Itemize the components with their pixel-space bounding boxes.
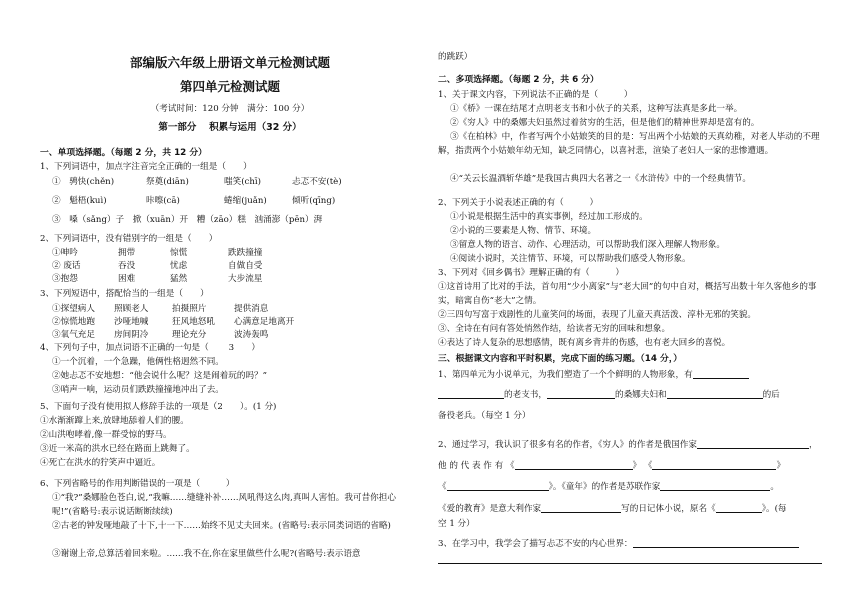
mc1-option-a: ①《桥》一课在结尾才点明老支书和小伙子的关系，这种写法真是多此一举。 — [450, 104, 743, 114]
q2-option-a: ①呻吟 拥带 惊慌 跌跌撞撞 — [52, 248, 263, 258]
q1-option-c: ③ 嗓（sǎng）子 掀（xuān）开 糟（zāo）糕 汹涌澎（pēn）湃 — [52, 215, 323, 225]
mc3-option-c: ③、全诗在有问有答处悄然作结，给读者无穷的回味和想象。 — [438, 324, 671, 334]
fill-question-3: 3、在学习中，我学会了描写忐忑不安的内心世界： — [438, 537, 826, 551]
fill-blank[interactable] — [693, 368, 749, 379]
fill-blank[interactable] — [716, 502, 762, 513]
fill-blank[interactable] — [660, 480, 770, 491]
q5-option-c: ③近一米高的洪水已经在路面上跳舞了。 — [40, 444, 195, 454]
fill-question-2-line2: 他 的 代 表 作 有 《 》 《 》 — [438, 461, 786, 471]
q5-option-d: ④死亡在洪水的狞笑声中逼近。 — [40, 458, 161, 468]
q5-option-b: ②山洪咆哮着,像一群受惊的野马。 — [40, 430, 172, 440]
mc2-option-d: ④阅读小说时，关注情节、环境，可以帮助我们感受人物形象。 — [450, 254, 691, 264]
fill-question-1: 1、第四单元为小说单元，为我们塑造了一个个鲜明的人物形象，有 — [438, 368, 826, 382]
section-heading-1: 一、单项选择题。（每题 2 分，共 12 分） — [40, 148, 207, 158]
mc1-option-d: ④“关云长温酒斩华雄”是我国古典四大名著之一《水浒传》中的一个经典情节。 — [450, 174, 751, 184]
question-2: 2、下列词语中，没有错别字的一组是（ ） — [40, 234, 218, 244]
continued-text: 的跳跃） — [438, 52, 473, 62]
fill-blank[interactable] — [652, 459, 776, 470]
fill-question-3-line2 — [438, 553, 826, 567]
fill-question-2: 2、通过学习，我认识了很多有名的作者，《穷人》的作者是俄国作家 ， — [438, 440, 818, 450]
mc-question-3: 3、下列对《回乡偶书》理解正确的有（ ） — [438, 268, 624, 278]
section-heading-2: 二、多项选择题。（每题 2 分，共 6 分） — [438, 75, 599, 85]
mc3-option-d: ④表达了诗人复杂的思想感情，既有离乡背井的伤感，也有老大回乡的喜悦。 — [438, 338, 731, 348]
q3-option-a: ①探望病人 照顾老人 拍摄照片 提供消息 — [52, 304, 269, 314]
mc2-option-b: ②小说的三要素是人物、情节、环境。 — [450, 226, 597, 236]
fill-blank[interactable] — [697, 438, 809, 449]
fill-blank[interactable] — [438, 553, 822, 564]
mc-question-1: 1、关于课文内容，下列说法不正确的是（ ） — [438, 90, 633, 100]
q4-option-c: ③哨声一响，运动员们跌跌撞撞地冲出了去。 — [52, 385, 224, 395]
mc2-option-c: ③留意人物的语言、动作、心理活动，可以帮助我们深入理解人物形象。 — [450, 240, 726, 250]
question-5: 5、下面句子没有使用拟人修辞手法的一项是（2 ）。(1 分) — [40, 402, 277, 412]
fill-question-2-line4: 《爱的教育》是意大利作家 写的日记体小说，原名《 》。(每 — [438, 504, 787, 514]
unit-title: 第四单元检测试题 — [179, 79, 280, 94]
exam-meta: （考试时间：120 分钟 满分：100 分） — [150, 104, 310, 114]
fill-blank[interactable] — [667, 388, 763, 399]
fill-blank[interactable] — [438, 388, 504, 399]
q4-option-b: ②她忐忑不安地想：“他会说什么呢？这是闹着玩的吗？” — [52, 371, 268, 381]
fill-blank[interactable] — [515, 459, 633, 470]
q6-option-a: ①“我?”桑娜脸色苍白,说,“我嘛……缝缝补补……风吼得这么肉,真叫人害怕。我可昔你担心呢!”(省略号:表示说话断断续续) — [52, 493, 396, 517]
question-1: 1、下列词语中，加点字注音完全正确的一组是（ ） — [40, 162, 252, 172]
mc2-option-a: ①小说是根据生活中的真实事例，经过加工形成的。 — [450, 212, 648, 222]
fill-blank[interactable] — [541, 502, 621, 513]
fill-question-2-line3: 《 》。《童年》的作者是苏联作家 。 — [438, 482, 779, 492]
part-heading: 第一部分 积累与运用（32 分） — [158, 122, 302, 133]
fill-blank[interactable] — [447, 480, 549, 491]
q2-option-b: ② 废话 吞没 忧虑 自做自受 — [52, 261, 263, 271]
fill-blank[interactable] — [547, 388, 615, 399]
mc1-option-c: ③《在柏林》中，作者写两个小姑娘笑的目的是：写出两个小姑娘的天真幼稚，对老人毕动的不理解，指责两个小姑娘年幼无知，缺乏同情心，以喜衬悲，渲染了老妇人一家的悲惨遭遇。 — [438, 132, 820, 156]
question-3: 3、下列短语中，搭配恰当的一组是（ ） — [40, 289, 209, 299]
q1-option-a: ① 骋快(chěn) 祭奠(diān) 嗤笑(chī) 忐忑不安(tè) — [52, 177, 342, 187]
paper-title: 部编版六年级上册语文单元检测试题 — [129, 55, 330, 70]
fill-question-1-line2: 的老支书， 的桑娜夫妇和 的后 — [438, 388, 826, 402]
fill-question-2-line5: 空 1 分） — [438, 519, 475, 529]
fill-question-1-line3: 备役老兵。（每空 1 分） — [438, 411, 531, 421]
q1-option-b: ② 魁梧(kuì) 咔嚓(cā) 蜷缩(juǎn) 倾听(qīng) — [52, 196, 336, 206]
q4-option-a: ①一个沉着，一个急躁，他俩性格迥然不同。 — [52, 357, 224, 367]
q3-option-c: ③氧气充足 房间阴冷 理论充分 波涛轰鸣 — [52, 330, 269, 340]
q5-option-a: ①水渐渐蹿上来,放肆地舔着人们的腰。 — [40, 416, 189, 426]
question-6: 6、下列省略号的作用判断错误的一项是（ ） — [40, 479, 235, 489]
q3-option-b: ②惊慌地跑 沙哑地喊 狂风地怒吼 心满意足地离开 — [52, 317, 295, 327]
section-heading-3: 三、根据课文内容和平时积累，完成下面的练习题。（14 分，） — [438, 354, 683, 364]
q6-option-b: ②古老的钟发哑地敲了十下,十一下……始终不见丈夫回来。(省略号:表示同类词语的省略) — [52, 521, 391, 531]
mc3-option-a: ①这首诗用了比对的手法，首句用“少小离家”与“老大回”的句中自对，概括写出数十年久客他乡的事实，暗寓自伤“老大”之情。 — [438, 282, 817, 306]
mc-question-2: 2、下列关于小说表述正确的有（ ） — [438, 198, 599, 208]
mc1-option-b: ②《穷人》中的桑娜夫妇虽然过着贫穷的生活，但是他们的精神世界却是富有的。 — [450, 118, 760, 128]
fill-blank[interactable] — [633, 537, 799, 548]
q2-option-c: ③抱怨 困难 猛然 大步流星 — [52, 274, 263, 284]
q6-option-c: ③谢谢上帝,总算活着回来啦。……我不在,你在家里做些什么呢?(省略号:表示语意 — [52, 549, 361, 559]
question-4: 4、下列句子中，加点词语不正确的一句是（ 3 ） — [40, 343, 260, 353]
mc3-option-b: ②三四句写富于戏剧性的儿童笑问的场面，表现了儿童天真活泼、淳朴无邪的笑貌。 — [438, 310, 756, 320]
